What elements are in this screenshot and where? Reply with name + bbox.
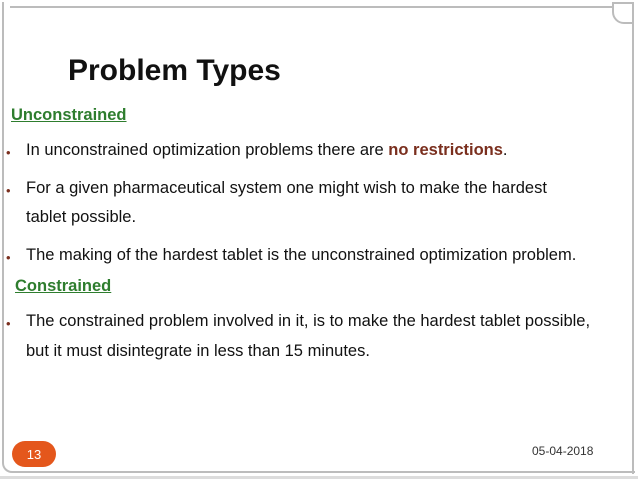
slide-date: 05-04-2018 xyxy=(532,444,594,458)
emphasis-no-restrictions: no restrictions xyxy=(388,141,503,159)
bullet-text-line: The making of the hardest tablet is the unconstrained optimization problem. xyxy=(26,246,577,264)
bullet-marker: • xyxy=(6,183,11,198)
bullet-marker: • xyxy=(6,250,11,265)
slide-frame-top xyxy=(10,6,618,8)
bullet-marker: • xyxy=(6,145,11,160)
slide-frame-right xyxy=(632,22,634,474)
bullet-text-part: . xyxy=(502,141,508,159)
bullet-text xyxy=(26,141,508,160)
bullet-text-part: In unconstrained optimization problems there are xyxy=(26,141,389,159)
slide-corner-fold xyxy=(612,2,634,24)
bullet-text-line: but it must disintegrate in less than 15 minutes. xyxy=(26,342,370,360)
slide-title: Problem Types xyxy=(68,54,281,87)
section-heading-unconstrained: Unconstrained xyxy=(11,106,127,124)
bullet-marker: • xyxy=(6,316,11,331)
page-number-badge: 13 xyxy=(12,441,56,467)
bullet-text-line: For a given pharmaceutical system one might wish to make the hardest xyxy=(26,179,547,197)
bullet-text-line: tablet possible. xyxy=(26,208,137,226)
bullet-text-line: The constrained problem involved in it, is to make the hardest tablet possible, xyxy=(26,312,591,330)
section-heading-constrained: Constrained xyxy=(15,277,112,295)
